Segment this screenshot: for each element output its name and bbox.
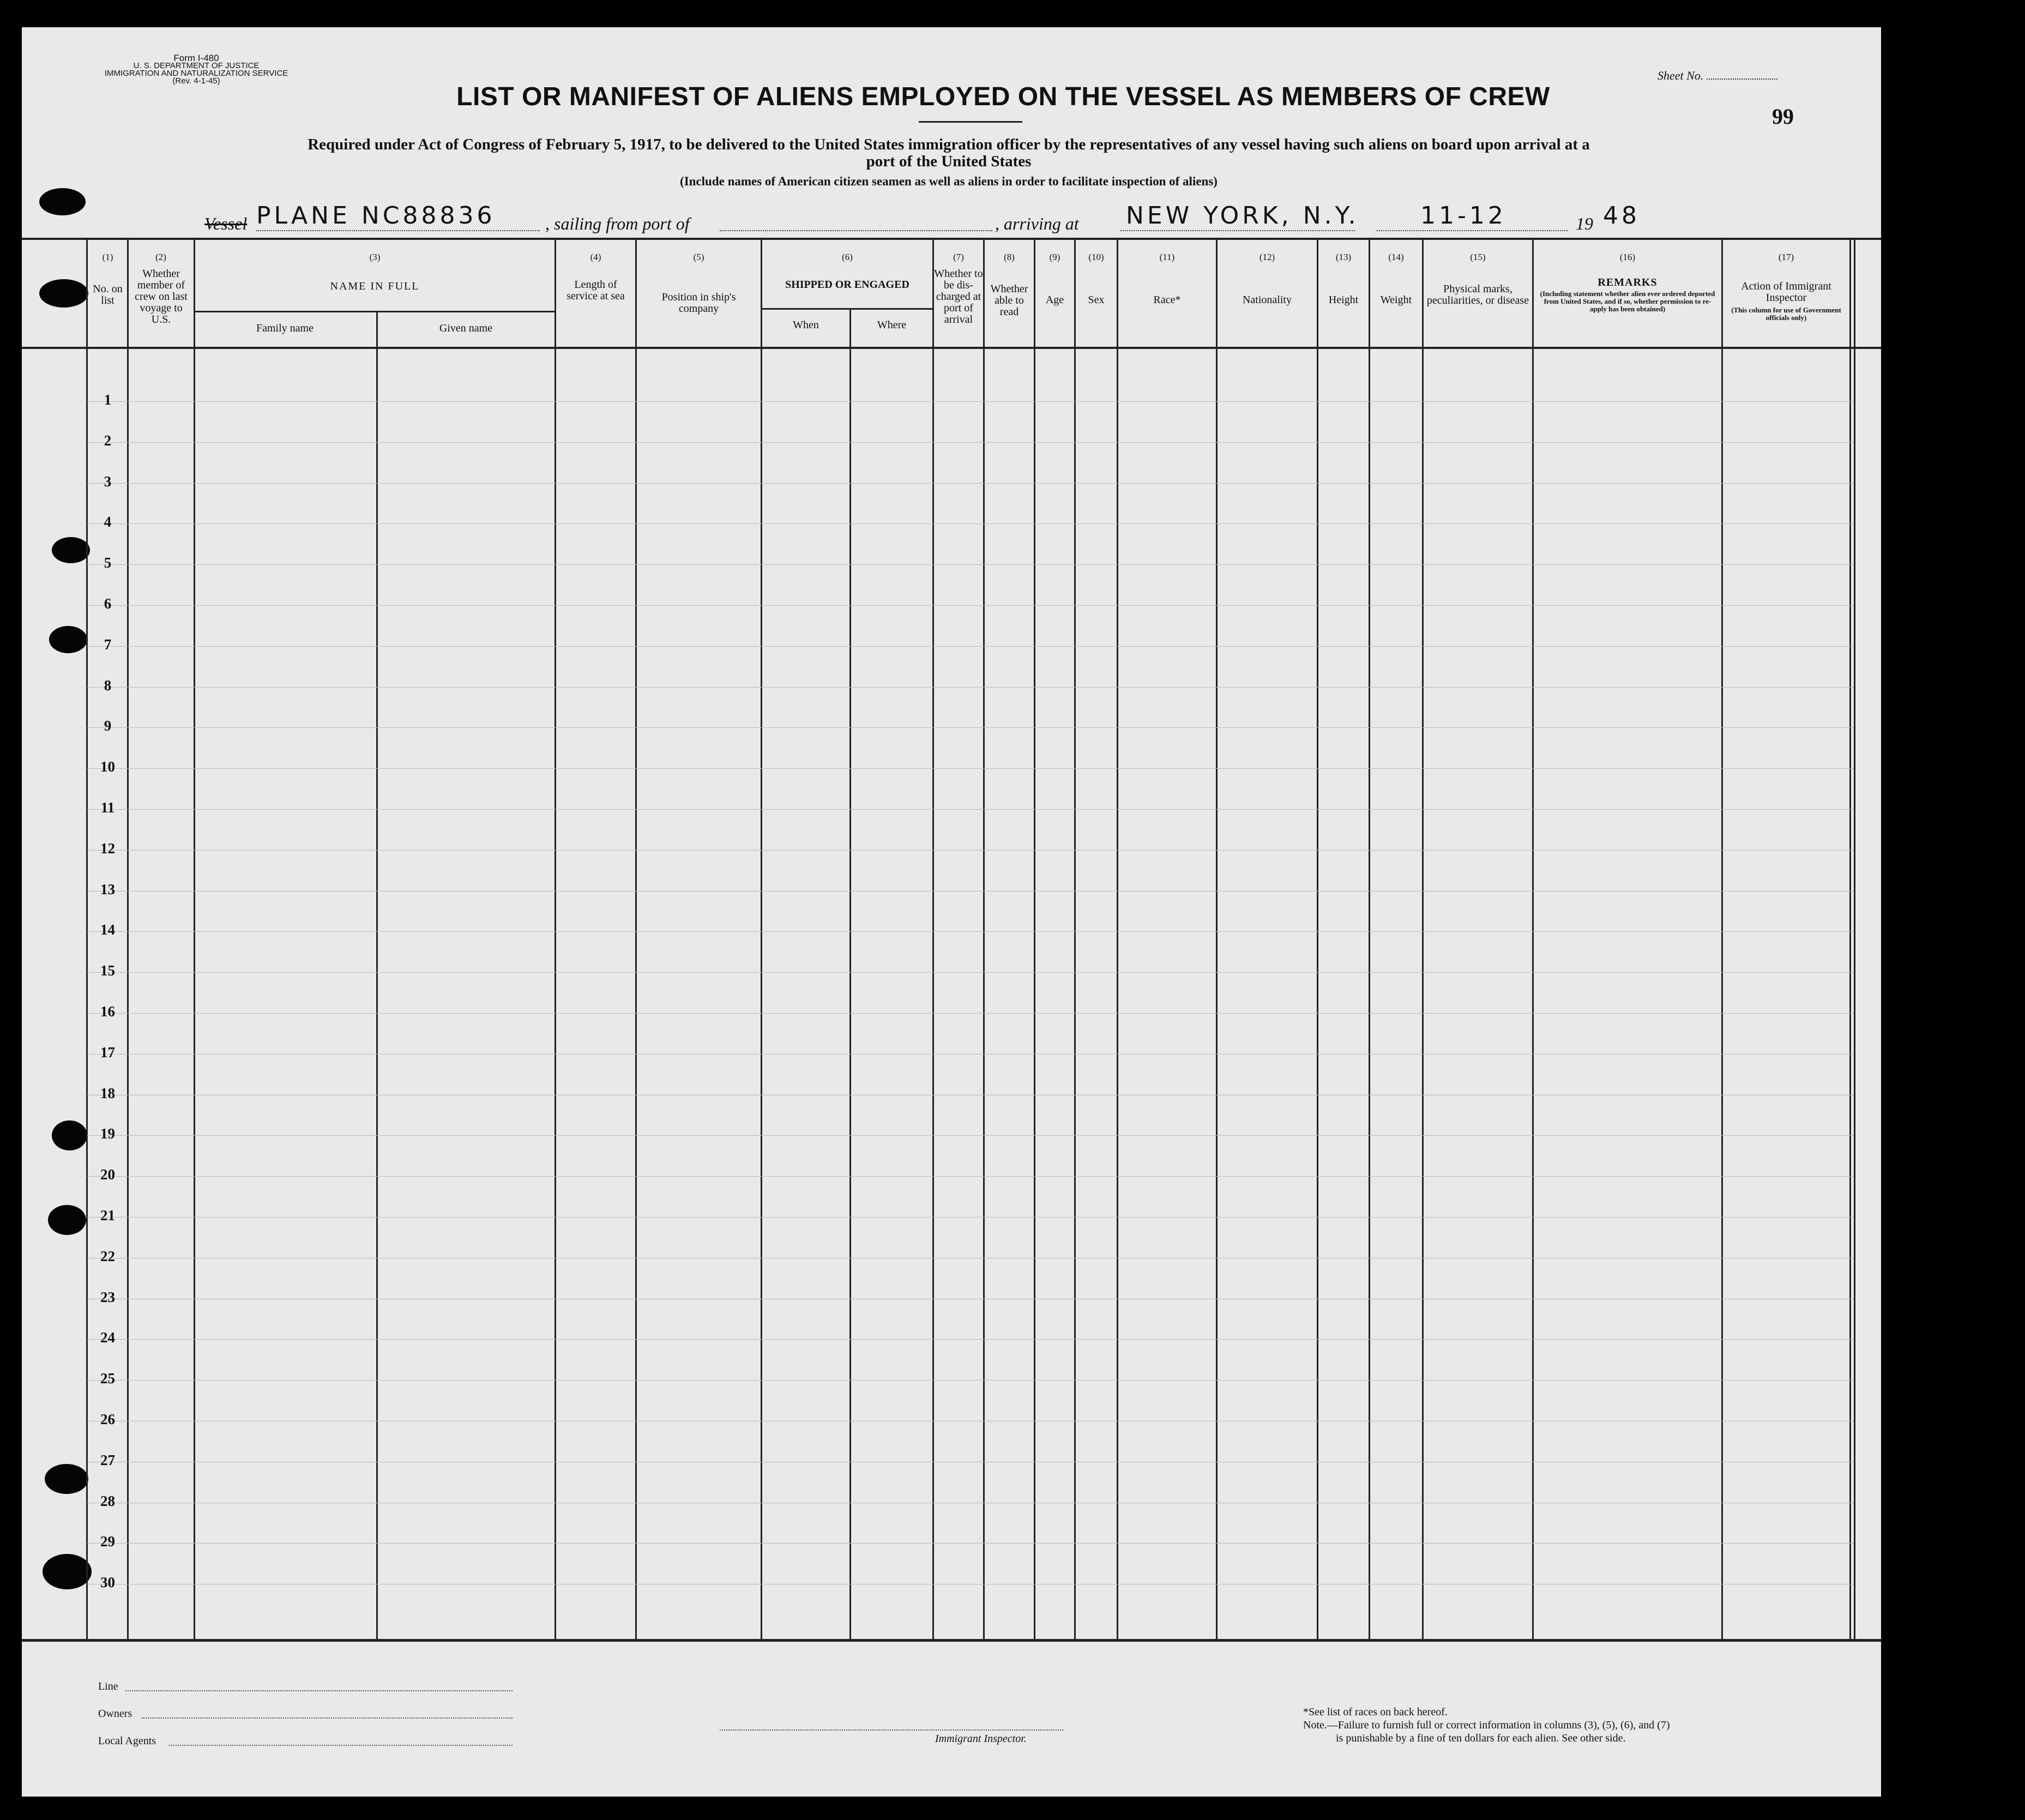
page-title: LIST OR MANIFEST OF ALIENS EMPLOYED ON THE VESSEL AS MEMBERS OF CREW <box>456 82 1550 111</box>
sheet-number-field <box>1658 69 1777 83</box>
col-num-10: (10) <box>1088 252 1104 262</box>
vessel-label: Vessel <box>204 214 248 233</box>
table-row-line <box>87 687 1854 688</box>
row-number: 1 <box>104 391 112 408</box>
col-head-age: Age <box>1045 294 1064 306</box>
col-divider <box>761 239 762 1641</box>
col-num-2: (2) <box>155 252 166 262</box>
col-head-discharged: Whether to be dis-charged at port of arrival <box>934 268 983 326</box>
table-row-line <box>87 646 1854 647</box>
col-head-height: Height <box>1328 294 1359 306</box>
col-num-12: (12) <box>1259 252 1275 262</box>
col-num-16: (16) <box>1619 252 1636 262</box>
table-row-line <box>87 483 1854 484</box>
punch-hole <box>39 279 88 308</box>
department: U. S. DEPARTMENT OF JUSTICE <box>133 61 260 70</box>
col-head-nationality: Nationality <box>1243 294 1292 306</box>
requirement-line-2: port of the United States <box>866 153 1032 170</box>
col-divider <box>1422 239 1424 1641</box>
row-number: 27 <box>100 1451 115 1468</box>
punch-hole <box>39 188 86 215</box>
col-head-physical-marks: Physical marks, peculiarities, or disease <box>1426 283 1529 306</box>
table-row-line <box>87 523 1854 524</box>
col-head-sex: Sex <box>1088 294 1105 306</box>
row-number: 12 <box>100 840 115 857</box>
table-row-line <box>87 809 1854 810</box>
col-divider <box>376 311 378 1641</box>
col-head-remarks-note: (Including statement whether alien ever ordered deported from United States, and if so, whether permission to re-apply has been obtained) <box>1540 290 1715 313</box>
row-number: 30 <box>100 1574 115 1591</box>
col-num-15: (15) <box>1470 252 1486 262</box>
col-divider <box>1854 239 1855 1641</box>
col-head-remarks: REMARKS <box>1598 276 1658 288</box>
col-divider <box>127 239 129 1641</box>
col-divider <box>1074 239 1076 1641</box>
footnote <box>1303 1706 1848 1745</box>
sheet-label: Sheet No. <box>1658 69 1704 82</box>
col-divider <box>1117 239 1118 1641</box>
col-num-13: (13) <box>1335 252 1352 262</box>
form-identifier <box>98 55 294 85</box>
row-number: 13 <box>100 881 115 897</box>
col-num-1: (1) <box>102 252 113 262</box>
col-num-7: (7) <box>953 252 964 262</box>
table-row-line <box>87 401 1854 402</box>
row-number: 3 <box>104 473 112 490</box>
row-number: 9 <box>104 718 112 734</box>
table-row-line <box>87 605 1854 606</box>
col-head-inspector-note: (This column for use of Government officials only) <box>1731 306 1841 322</box>
col-head-race: Race* <box>1153 294 1181 306</box>
arrival-date: 11-12 <box>1420 202 1506 230</box>
col-head-where: Where <box>877 319 907 331</box>
races-note: *See list of races on back hereof. <box>1303 1706 1448 1718</box>
arriving-label: , arriving at <box>995 214 1079 233</box>
col-head-shipped-engaged: SHIPPED OR ENGAGED <box>785 279 909 291</box>
title-underline <box>919 121 1022 123</box>
table-row-line <box>87 1380 1854 1381</box>
table-row-line <box>87 1543 1854 1544</box>
col-divider <box>1216 239 1218 1641</box>
col-num-5: (5) <box>693 252 704 262</box>
col-num-11: (11) <box>1159 252 1175 262</box>
col-divider <box>849 308 851 1641</box>
service: IMMIGRATION AND NATURALIZATION SERVICE <box>104 69 288 78</box>
penalty-note-2: is punishable by a fine of ten dollars for each alien. See other side. <box>1336 1732 1626 1744</box>
col-head-position: Position in ship's company <box>661 291 736 315</box>
form-number: Form I-480 <box>173 53 219 63</box>
col-head-crew-last-voyage: Whether member of crew on last voyage to U.S. <box>135 268 188 326</box>
punch-hole <box>52 1120 87 1150</box>
punch-hole <box>45 1464 88 1494</box>
row-number: 10 <box>100 758 115 775</box>
table-row-line <box>87 768 1854 769</box>
table-bottom-border <box>22 1639 1881 1642</box>
col-head-no-on-list: No. on list <box>93 283 123 306</box>
col-divider <box>1849 239 1851 1641</box>
col-divider <box>555 239 556 1641</box>
punch-hole <box>52 537 90 563</box>
col-divider <box>1721 239 1723 1641</box>
row-number: 22 <box>100 1248 115 1264</box>
table-row-line <box>87 1135 1854 1136</box>
revision: (Rev. 4-1-45) <box>172 76 220 86</box>
page-number: 99 <box>1772 104 1794 129</box>
header-bottom-border <box>22 347 1881 349</box>
col-num-3: (3) <box>369 252 381 262</box>
immigrant-inspector-label: Immigrant Inspector. <box>935 1733 1027 1745</box>
row-number: 2 <box>104 432 112 449</box>
row-number: 5 <box>104 555 112 571</box>
col-divider <box>983 239 985 1641</box>
include-note: (Include names of American citizen seamen as well as aliens in order to facilitate inspection of aliens) <box>680 174 1218 188</box>
sailing-label: , sailing from port of <box>545 214 690 233</box>
col-num-17: (17) <box>1778 252 1794 262</box>
row-number: 8 <box>104 677 112 694</box>
col-head-able-to-read: Whether able to read <box>990 283 1028 318</box>
table-top-border <box>22 238 1881 240</box>
row-number: 19 <box>100 1125 115 1142</box>
row-number: 4 <box>104 514 112 531</box>
table-row-line <box>87 442 1854 443</box>
line-label: Line <box>98 1680 118 1692</box>
col-divider <box>86 239 88 1641</box>
row-number: 16 <box>100 1003 115 1020</box>
row-number: 25 <box>100 1370 115 1387</box>
row-number: 14 <box>100 921 115 938</box>
punch-hole <box>43 1554 92 1589</box>
row-number: 7 <box>104 636 112 653</box>
row-number: 18 <box>100 1084 115 1101</box>
col-num-6: (6) <box>842 252 853 262</box>
col-head-family-name: Family name <box>256 322 314 334</box>
arrival-year: 48 <box>1603 202 1640 230</box>
row-number: 15 <box>100 962 115 979</box>
row-number: 24 <box>100 1329 115 1346</box>
vessel-line <box>188 202 1726 234</box>
col-head-weight: Weight <box>1380 294 1412 306</box>
vessel-name: PLANE NC88836 <box>256 202 496 230</box>
table-row-line <box>87 1339 1854 1340</box>
subheader-divider <box>194 311 556 312</box>
col-divider <box>1034 239 1035 1641</box>
col-num-4: (4) <box>590 252 601 262</box>
row-number: 17 <box>100 1044 115 1060</box>
col-divider <box>1532 239 1534 1641</box>
row-number: 29 <box>100 1533 115 1550</box>
col-num-9: (9) <box>1049 252 1060 262</box>
col-divider <box>1369 239 1370 1641</box>
table-row-line <box>87 564 1854 565</box>
penalty-note-1: Note.—Failure to furnish full or correct information in columns (3), (5), (6), and (7) <box>1303 1719 1670 1731</box>
col-divider <box>635 239 637 1641</box>
row-number: 28 <box>100 1492 115 1509</box>
table-row-line <box>87 727 1854 728</box>
row-number: 6 <box>104 595 112 612</box>
owners-label: Owners <box>98 1708 132 1720</box>
statutory-requirement <box>131 136 1767 170</box>
local-agents-label: Local Agents <box>98 1735 156 1747</box>
col-num-14: (14) <box>1388 252 1404 262</box>
row-number: 21 <box>100 1207 115 1224</box>
col-head-when: When <box>793 319 819 331</box>
subheader-divider <box>761 308 934 310</box>
col-divider <box>1317 239 1318 1641</box>
row-number: 26 <box>100 1411 115 1427</box>
row-number: 11 <box>100 799 115 816</box>
punch-hole <box>49 626 87 653</box>
row-number: 20 <box>100 1166 115 1183</box>
arriving-port: NEW YORK, N.Y. <box>1126 202 1359 230</box>
col-num-8: (8) <box>1004 252 1015 262</box>
row-number: 23 <box>100 1288 115 1305</box>
table-row-line <box>87 931 1854 932</box>
col-head-given-name: Given name <box>439 322 493 334</box>
col-head-length-of-service: Length of service at sea <box>566 279 625 302</box>
punch-hole <box>48 1205 86 1235</box>
table-row-line <box>87 1176 1854 1177</box>
table-row-line <box>87 1217 1854 1218</box>
col-divider <box>194 239 195 1641</box>
table-row-line <box>87 972 1854 973</box>
requirement-line-1: Required under Act of Congress of February 5, 1917, to be delivered to the United States immigration officer by the representatives of any vessel having such aliens on board upon arrival at a <box>308 136 1590 153</box>
year-prefix: 19 <box>1576 214 1593 233</box>
col-head-name-in-full: NAME IN FULL <box>330 280 420 292</box>
col-head-inspector-action: Action of Immigrant Inspector <box>1741 280 1831 304</box>
table-row-line <box>87 1013 1854 1014</box>
col-divider <box>932 239 934 1641</box>
table-row-line <box>87 850 1854 851</box>
